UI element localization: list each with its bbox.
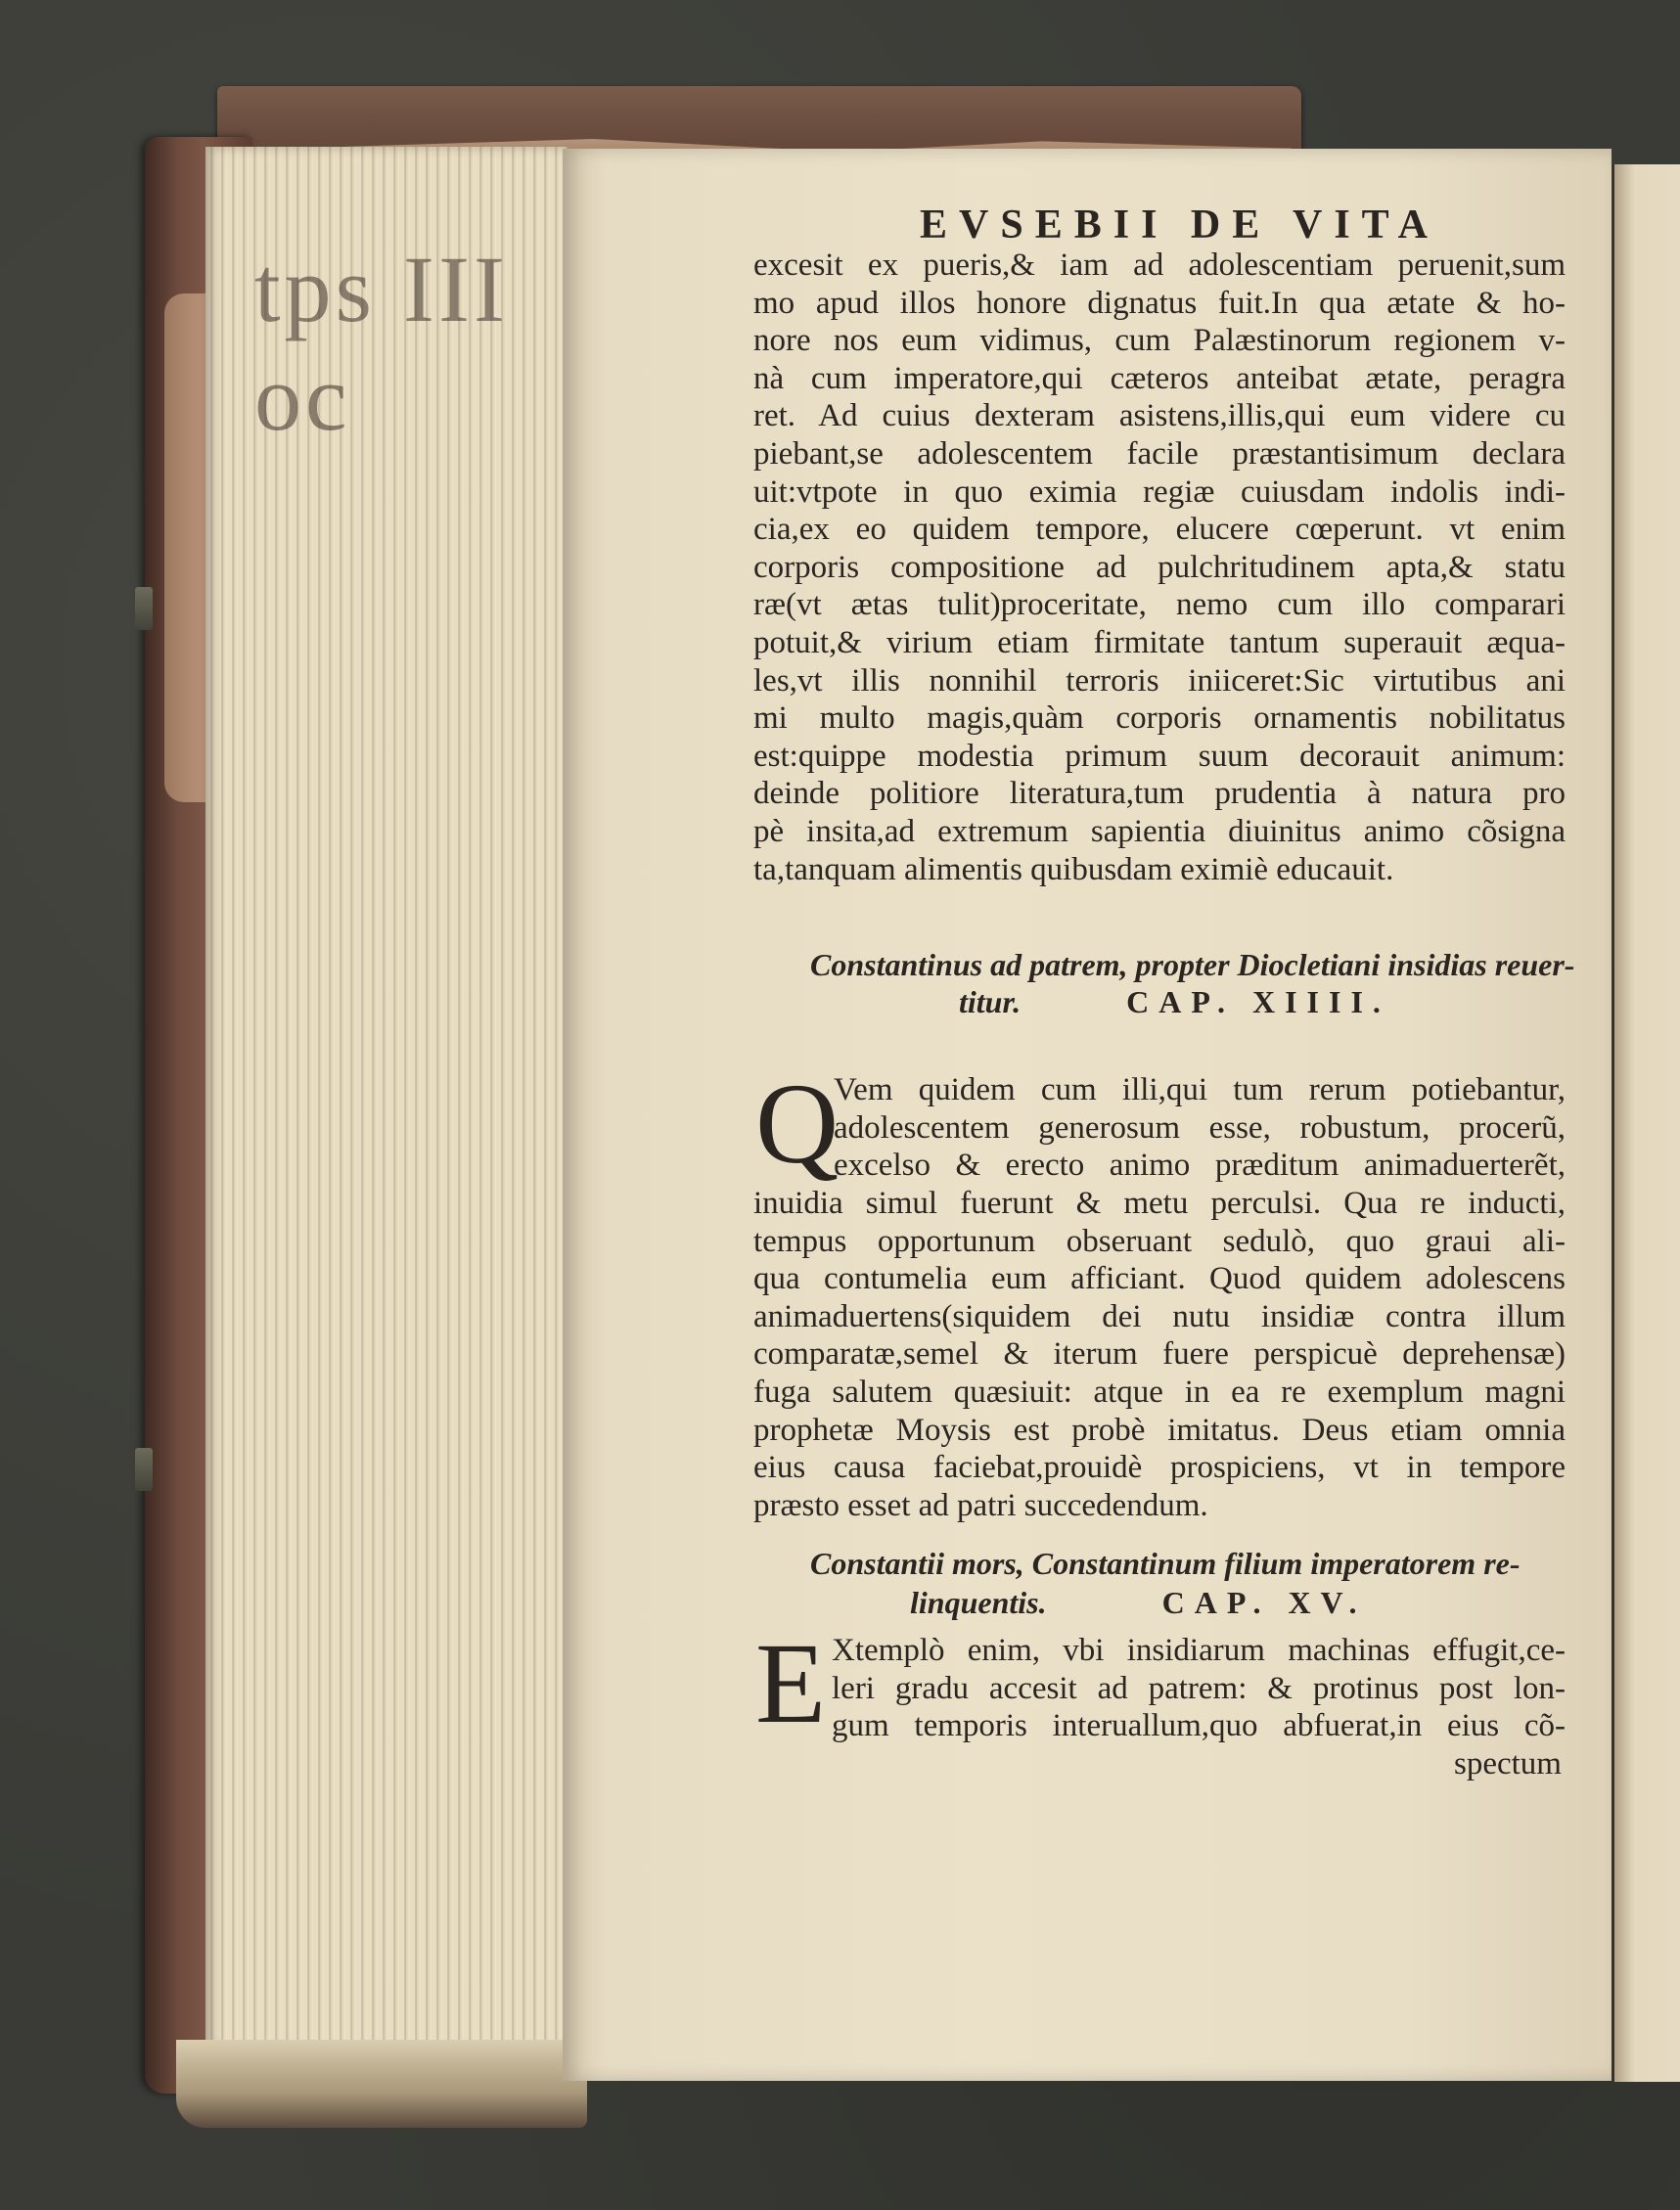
chapter-number: CAP. XV. [1161,1585,1367,1620]
text-line: prophetæ Moysis est probè imitatus. Deus etiam omnia [753,1412,1566,1448]
text-line: ta,tanquam alimentis quibusdam eximiè educauit. [753,851,1394,887]
page-edge-inscription-text: tps III oc [254,237,509,450]
text-line: ret. Ad cuius dexteram asistens,illis,qui eum videre cu [753,398,1566,434]
chapter-heading-text: linquentis. [910,1585,1047,1620]
chapter-heading-15 [810,1546,1521,1582]
text-line: uit:vtpote in quo eximia regiæ cuiusdam indolis indi- [753,474,1566,510]
chapter-heading-15-line2 [910,1585,1367,1621]
clasp-top-icon [135,587,153,630]
text-line: adolescentem generosum esse, robustum, procerũ, [834,1109,1566,1146]
text-line: tempus opportunum obseruant sedulò, quo graui ali- [753,1223,1566,1259]
text-line: excelso & erecto animo præditum animaduerterẽt, [834,1148,1566,1184]
text-line: pè insita,ad extremum sapientia diuinitus animo cõsigna [753,813,1566,849]
chapter-heading-text: Constantinus ad patrem, propter Diocletiani insidias reuer- [810,947,1575,982]
chapter-number: CAP. XIIII. [1126,984,1390,1019]
text-line: ræ(vt ætas tulit)proceritate, nemo cum illo comparari [753,587,1566,623]
paragraph-3 [832,1632,1566,1745]
drop-cap-q: Q [755,1060,840,1188]
text-line: piebant,se adolescentem facile præstantisimum declara [753,435,1566,472]
text-line: cia,ex eo quidem tempore, elucere cœperunt. vt enim [753,512,1566,548]
text-line: inuidia simul fuerunt & metu perculsi. Qua re inducti, [753,1186,1566,1221]
paragraph-1 [753,247,1566,888]
chapter-heading-text: titur. [959,984,1022,1019]
text-line: excesit ex pueris,& iam ad adolescentiam peruenit,sum [753,248,1566,283]
paragraph-2-indented [834,1071,1566,1185]
text-line: comparatæ,semel & iterum fuere perspicuè deprehensæ) [753,1336,1566,1373]
page-edge-inscription [254,235,548,450]
text-line: nà cum imperatore,qui cæteros anteibat ætate, peragra [753,360,1566,396]
text-line: deinde politiore literatura,tum prudentia à natura pro [753,776,1566,812]
text-line: mi multo magis,quàm corporis ornamentis nobilitatus [753,700,1566,737]
chapter-heading-text: Constantii mors, Constantinum filium imperatorem re- [810,1546,1521,1581]
text-line: mo apud illos honore dignatus fuit.In qua ætate & ho- [753,285,1566,321]
text-line: qua contumelia eum afficiant. Quod quidem adolescens [753,1261,1566,1297]
text-line: gum temporis interuallum,quo abfuerat,in eius cõ- [832,1708,1566,1744]
paragraph-2 [753,1185,1566,1524]
text-line: fuga salutem quæsiuit: atque in ea re exemplum magni [753,1374,1566,1410]
chapter-heading-14-line2 [959,984,1390,1020]
clasp-bottom-icon [135,1448,153,1491]
catchword: spectum [1454,1746,1562,1782]
text-line: Vem quidem cum illi,qui tum rerum potiebantur, [834,1072,1566,1107]
text-line: præsto esset ad patri succedendum. [753,1487,1208,1523]
text-line: nore nos eum vidimus, cum Palæstinorum regionem v- [753,323,1566,359]
facing-page-edge [1612,164,1680,2082]
text-line: corporis compositione ad pulchritudinem apta,& statu [753,549,1566,585]
text-line: leri gradu accesit ad patrem: & protinus post lon- [832,1670,1566,1706]
text-line: les,vt illis nonnihil terroris iniiceret:Sic virtutibus ani [753,662,1566,699]
drop-cap-e: E [755,1619,827,1747]
text-line: potuit,& virium etiam firmitate tantum superauit æqua- [753,624,1566,660]
text-line: est:quippe modestia primum suum decorauit animum: [753,738,1566,774]
text-line: animaduertens(siquidem dei nutu insidiæ contra illum [753,1298,1566,1334]
text-line: Xtemplò enim, vbi insidiarum machinas effugit,ce- [832,1633,1566,1668]
running-head: EVSEBII DE VITA [920,203,1439,248]
text-line: eius causa faciebat,prouidè prospiciens, vt in tempore [753,1450,1566,1486]
chapter-heading-14 [810,947,1574,983]
page-block-bottom [176,2040,587,2128]
